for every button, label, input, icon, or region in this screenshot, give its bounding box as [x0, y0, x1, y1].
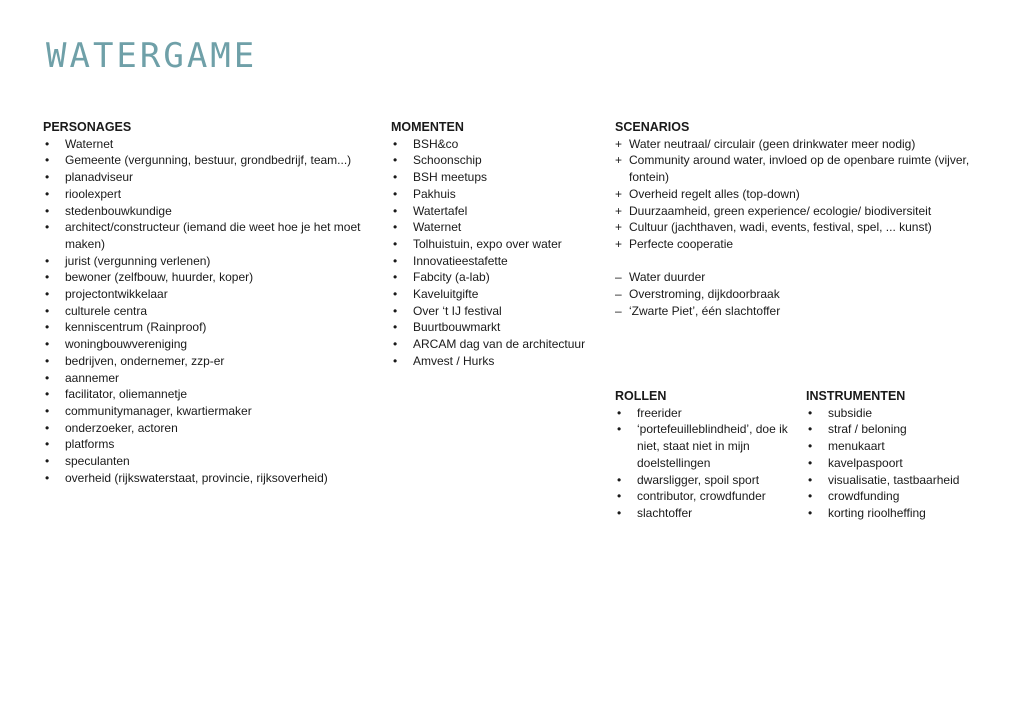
- list-item: • architect/constructeur (iemand die weet hoe je het moet maken): [43, 219, 373, 252]
- list-item: • stedenbouwkundige: [43, 203, 373, 220]
- list-item: • Pakhuis: [391, 186, 601, 203]
- list-item: • Gemeente (vergunning, bestuur, grondbedrijf, team...): [43, 152, 373, 169]
- scenarios-heading: SCENARIOS: [615, 120, 690, 134]
- list-item: [615, 269, 985, 286]
- plus-marker: +: [615, 203, 623, 218]
- scenario-text: Water duurder: [629, 270, 706, 285]
- list-item: • projectontwikkelaar: [43, 286, 373, 303]
- list-item: • bewoner (zelfbouw, huurder, koper): [43, 269, 373, 286]
- scenarios-section: [615, 119, 985, 319]
- instrumenten-list: [806, 405, 986, 522]
- list-item: • rioolexpert: [43, 186, 373, 203]
- scenario-text: Duurzaamheid, green experience/ ecologie/ biodiversiteit: [629, 203, 932, 218]
- list-item: • menukaart: [806, 438, 986, 455]
- list-item: • korting rioolheffing: [806, 505, 986, 522]
- list-item: • woningbouwvereniging: [43, 336, 373, 353]
- list-item: • platforms: [43, 436, 373, 453]
- minus-marker: –: [615, 270, 622, 285]
- list-item: • Waternet: [43, 136, 373, 153]
- rollen-heading: ROLLEN: [615, 389, 667, 403]
- momenten-heading: MOMENTEN: [391, 120, 464, 134]
- list-item: • Tolhuistuin, expo over water: [391, 236, 601, 253]
- page-title: WATERGAME: [46, 36, 258, 76]
- list-item: • planadviseur: [43, 169, 373, 186]
- list-item: [615, 186, 985, 203]
- list-item: • Over ‘t IJ festival: [391, 303, 601, 320]
- list-item: • aannemer: [43, 370, 373, 387]
- list-item: [615, 136, 985, 153]
- list-item: • overheid (rijkswaterstaat, provincie, rijksoverheid): [43, 470, 373, 487]
- minus-marker: –: [615, 287, 622, 302]
- list-item: • facilitator, oliemannetje: [43, 386, 373, 403]
- list-item: • Kaveluitgifte: [391, 286, 601, 303]
- plus-marker: +: [615, 236, 623, 251]
- list-item: [615, 303, 985, 320]
- list-item: • subsidie: [806, 405, 986, 422]
- scenario-text: Cultuur (jachthaven, wadi, events, festival, spel, ... kunst): [629, 220, 932, 235]
- list-item: • dwarsligger, spoil sport: [615, 472, 793, 489]
- instrumenten-heading: INSTRUMENTEN: [806, 389, 906, 403]
- list-item: • contributor, crowdfunder: [615, 488, 793, 505]
- list-item: • straf / beloning: [806, 421, 986, 438]
- list-item: [615, 152, 985, 185]
- list-item: [615, 203, 985, 220]
- list-item: • ARCAM dag van de architectuur: [391, 336, 601, 353]
- list-item: • speculanten: [43, 453, 373, 470]
- list-item: • culturele centra: [43, 303, 373, 320]
- list-item: • freerider: [615, 405, 793, 422]
- list-item: [615, 286, 985, 303]
- scenario-text: Overheid regelt alles (top-down): [629, 186, 800, 201]
- scenario-text: Overstroming, dijkdoorbraak: [629, 287, 780, 302]
- list-item: • communitymanager, kwartiermaker: [43, 403, 373, 420]
- list-item: • Schoonschip: [391, 152, 601, 169]
- momenten-section: [391, 119, 601, 370]
- list-item: • BSH meetups: [391, 169, 601, 186]
- personages-list: [43, 136, 373, 487]
- rollen-section: [615, 388, 793, 522]
- plus-marker: +: [615, 136, 623, 151]
- scenario-text: ‘Zwarte Piet’, één slachtoffer: [629, 303, 781, 318]
- list-item: • slachtoffer: [615, 505, 793, 522]
- personages-heading: PERSONAGES: [43, 120, 132, 134]
- scenarios-minus-list: [615, 269, 985, 319]
- instrumenten-section: [806, 388, 986, 522]
- list-item: • visualisatie, tastbaarheid: [806, 472, 986, 489]
- plus-marker: +: [615, 186, 623, 201]
- list-item: • Amvest / Hurks: [391, 353, 601, 370]
- list-item: • kenniscentrum (Rainproof): [43, 319, 373, 336]
- list-item: • Fabcity (a-lab): [391, 269, 601, 286]
- scenario-text: Perfecte cooperatie: [629, 236, 734, 251]
- list-item: • Buurtbouwmarkt: [391, 319, 601, 336]
- scenarios-plus-list: [615, 136, 985, 253]
- plus-marker: +: [615, 153, 623, 168]
- list-item: [615, 236, 985, 253]
- list-item: • kavelpaspoort: [806, 455, 986, 472]
- minus-marker: –: [615, 303, 622, 318]
- list-item: [615, 219, 985, 236]
- spacer: [615, 253, 985, 270]
- scenario-text: Water neutraal/ circulair (geen drinkwater meer nodig): [629, 136, 916, 151]
- rollen-list: [615, 405, 793, 522]
- list-item: • bedrijven, ondernemer, zzp-er: [43, 353, 373, 370]
- plus-marker: +: [615, 220, 623, 235]
- list-item: • crowdfunding: [806, 488, 986, 505]
- list-item: • BSH&co: [391, 136, 601, 153]
- list-item: • jurist (vergunning verlenen): [43, 253, 373, 270]
- list-item: • ‘portefeuilleblindheid’, doe ik niet, staat niet in mijn doelstellingen: [615, 421, 793, 471]
- personages-section: [43, 119, 373, 486]
- list-item: • Watertafel: [391, 203, 601, 220]
- list-item: • onderzoeker, actoren: [43, 420, 373, 437]
- list-item: • Innovatieestafette: [391, 253, 601, 270]
- scenario-text: Community around water, invloed op de openbare ruimte (vijver, fontein): [629, 153, 970, 185]
- list-item: • Waternet: [391, 219, 601, 236]
- momenten-list: [391, 136, 601, 370]
